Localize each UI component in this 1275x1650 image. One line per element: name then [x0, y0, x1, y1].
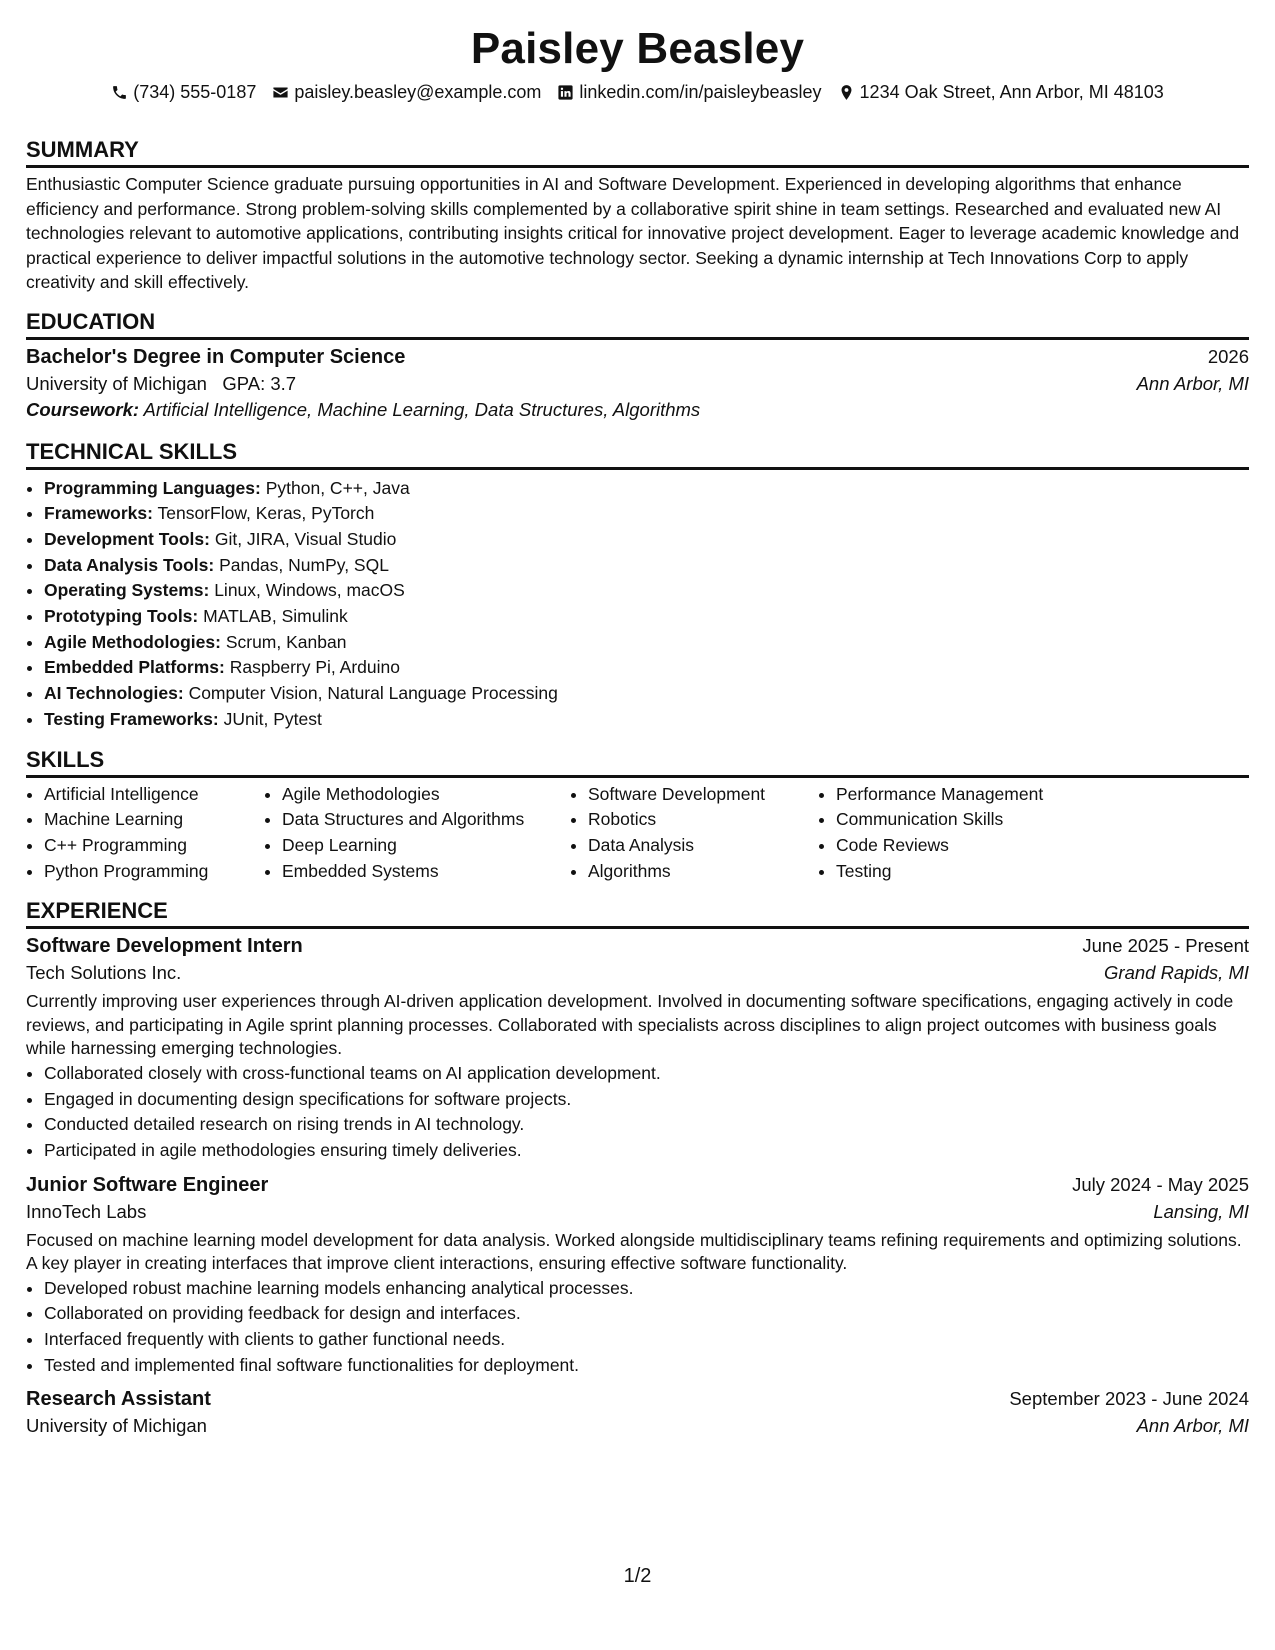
phone-text: (734) 555-0187 [133, 81, 257, 102]
job-header-row [26, 1388, 1249, 1411]
skill-item: • Software Development [588, 782, 818, 808]
job-company: University of Michigan [26, 1415, 207, 1437]
education-header-row [26, 346, 1249, 369]
job-company-row [26, 1201, 1249, 1223]
tech-skill-label: Testing Frameworks: [44, 708, 219, 729]
job-location: Lansing, MI [1153, 1200, 1249, 1222]
job-bullet: • Developed robust machine learning models enhancing analytical processes. [44, 1276, 1249, 1302]
job-dates: September 2023 - June 2024 [1009, 1388, 1249, 1410]
job-location: Grand Rapids, MI [1104, 962, 1249, 984]
job-bullet: • Tested and implemented final software functionalities for deployment. [44, 1353, 1249, 1379]
job-title: Junior Software Engineer [26, 1173, 269, 1196]
tech-skill-label: Development Tools: [44, 528, 210, 549]
tech-skill-item [44, 707, 1249, 733]
job-company: Tech Solutions Inc. [26, 962, 182, 984]
tech-skill-value: Linux, Windows, macOS [214, 580, 405, 601]
job-bullet: • Conducted detailed research on rising trends in AI technology. [44, 1112, 1249, 1138]
technical-skills-list [26, 476, 1249, 733]
contact-bar [26, 78, 1249, 106]
contact-phone [111, 82, 256, 103]
job-entry [26, 935, 1249, 1163]
tech-skill-value: JUnit, Pytest [223, 708, 322, 729]
tech-skill-value: Git, JIRA, Visual Studio [214, 528, 397, 549]
skill-item: • Robotics [588, 807, 818, 833]
tech-skill-item [44, 655, 1249, 681]
skill-item: • Deep Learning [282, 833, 570, 859]
job-header-row [26, 935, 1249, 958]
job-title: Research Assistant [26, 1388, 211, 1411]
skill-item: • Testing [836, 859, 1096, 885]
school-line [26, 373, 296, 395]
job-bullets [26, 1061, 1249, 1164]
tech-skill-item [44, 604, 1249, 630]
envelope-icon [272, 84, 289, 101]
tech-skill-item [44, 578, 1249, 604]
job-header-row [26, 1174, 1249, 1197]
job-company: InnoTech Labs [26, 1200, 147, 1222]
section-title-summary: SUMMARY [26, 136, 1249, 168]
tech-skill-label: Operating Systems: [44, 580, 210, 601]
tech-skill-label: AI Technologies: [44, 683, 184, 704]
job-dates: June 2025 - Present [1082, 935, 1249, 957]
section-title-experience: EXPERIENCE [26, 897, 1249, 929]
gpa: GPA: 3.7 [222, 372, 297, 394]
skills-section [26, 746, 1249, 885]
section-title-skills: SKILLS [26, 746, 1249, 778]
skills-column-2 [264, 782, 570, 885]
linkedin-icon [557, 84, 574, 101]
candidate-name: Paisley Beasley [470, 24, 805, 73]
skill-item: • Embedded Systems [282, 859, 570, 885]
tech-skill-item [44, 501, 1249, 527]
contact-email[interactable] [272, 82, 541, 103]
tech-skill-label: Data Analysis Tools: [44, 554, 215, 575]
skill-item: • Performance Management [836, 782, 1096, 808]
map-pin-icon [838, 84, 855, 101]
job-bullet: • Collaborated closely with cross-functional teams on AI application development. [44, 1061, 1249, 1087]
tech-skill-item [44, 681, 1249, 707]
skills-column-3 [570, 782, 818, 885]
tech-skill-label: Agile Methodologies: [44, 631, 221, 652]
coursework-label: Coursework: [26, 398, 140, 420]
tech-skill-value: Scrum, Kanban [225, 631, 347, 652]
skill-item: • Machine Learning [44, 807, 264, 833]
phone-icon [111, 84, 128, 101]
education-school-row [26, 373, 1249, 395]
coursework-list: Artificial Intelligence, Machine Learning, Data Structures, Algorithms [143, 398, 701, 420]
job-entry [26, 1388, 1249, 1437]
job-description: Focused on machine learning model development for data analysis. Worked alongside multidisciplinary teams refining requirements and optimizing solutions. A key player in creating interfaces that improve client interactions, ensuring effective software functionality. [26, 1229, 1242, 1274]
skill-item: • Data Structures and Algorithms [282, 807, 570, 833]
job-entry [26, 1174, 1249, 1379]
job-company-row [26, 1415, 1249, 1437]
job-bullet: • Interfaced frequently with clients to gather functional needs. [44, 1327, 1249, 1353]
tech-skill-label: Embedded Platforms: [44, 657, 225, 678]
section-title-education: EDUCATION [26, 308, 1249, 340]
skills-column-4 [818, 782, 1096, 885]
school-name: University of Michigan [26, 372, 207, 394]
tech-skill-label: Prototyping Tools: [44, 606, 199, 627]
job-title: Software Development Intern [26, 935, 303, 958]
skill-item: • Data Analysis [588, 833, 818, 859]
page-number: 1/2 [623, 1565, 652, 1587]
tech-skill-value: Computer Vision, Natural Language Processing [188, 683, 558, 704]
tech-skill-item [44, 527, 1249, 553]
experience-section [26, 897, 1249, 1437]
degree-title: Bachelor's Degree in Computer Science [26, 345, 406, 368]
email-link[interactable]: paisley.beasley@example.com [294, 81, 542, 102]
tech-skill-label: Frameworks: [44, 503, 153, 524]
tech-skill-value: TensorFlow, Keras, PyTorch [157, 503, 375, 524]
job-bullets [26, 1276, 1249, 1379]
summary-text: Enthusiastic Computer Science graduate pursuing opportunities in AI and Software Development. Experienced in developing algorithms that enhance efficiency and performance. Strong problem-solving skills complemented by a collaborative spirit shine in team settings. Researched and evaluated new AI technologies relevant to automotive applications, contributing insights critical for innovative project development. Eager to leverage academic knowledge and practical experience to deliver impactful solutions in the automotive technology sector. Seeking a dynamic internship at Tech Innovations Corp to apply creativity and skill effectively. [26, 174, 1240, 292]
address-text: 1234 Oak Street, Ann Arbor, MI 48103 [859, 81, 1164, 102]
technical-skills-section [26, 438, 1249, 733]
school-location: Ann Arbor, MI [1136, 372, 1249, 394]
tech-skill-value: MATLAB, Simulink [203, 606, 348, 627]
job-bullet: • Participated in agile methodologies ensuring timely deliveries. [44, 1138, 1249, 1164]
job-company-row [26, 962, 1249, 984]
coursework-line [26, 399, 1249, 421]
section-title-technical-skills: TECHNICAL SKILLS [26, 438, 1249, 470]
job-bullet: • Engaged in documenting design specifications for software projects. [44, 1087, 1249, 1113]
skills-columns [26, 782, 1249, 885]
skill-item: • Artificial Intelligence [44, 782, 264, 808]
skill-item: • Algorithms [588, 859, 818, 885]
summary-section [26, 136, 1249, 295]
skill-item: • Code Reviews [836, 833, 1096, 859]
skill-item: • C++ Programming [44, 833, 264, 859]
tech-skill-value: Pandas, NumPy, SQL [219, 554, 389, 575]
skills-column-1 [26, 782, 264, 885]
tech-skill-item [44, 553, 1249, 579]
contact-linkedin[interactable] [557, 82, 821, 103]
job-bullet: • Collaborated on providing feedback for design and interfaces. [44, 1301, 1249, 1327]
tech-skill-item [44, 476, 1249, 502]
skill-item: • Agile Methodologies [282, 782, 570, 808]
skill-item: • Python Programming [44, 859, 264, 885]
skill-item: • Communication Skills [836, 807, 1096, 833]
job-dates: July 2024 - May 2025 [1072, 1173, 1249, 1195]
linkedin-link[interactable]: linkedin.com/in/paisleybeasley [579, 81, 822, 102]
tech-skill-value: Raspberry Pi, Arduino [229, 657, 400, 678]
tech-skill-label: Programming Languages: [44, 477, 261, 498]
graduation-year: 2026 [1207, 345, 1249, 367]
contact-address [838, 82, 1164, 103]
job-location: Ann Arbor, MI [1136, 1415, 1249, 1437]
tech-skill-item [44, 630, 1249, 656]
education-section [26, 308, 1249, 421]
tech-skill-value: Python, C++, Java [265, 477, 410, 498]
job-description: Currently improving user experiences through AI-driven application development. Involved in documenting software specifications, engaging actively in code reviews, and participating in Agile sprint planning processes. Collaborated with specialists across disciplines to align project outcomes with business goals while harnessing emerging technologies. [26, 991, 1234, 1059]
